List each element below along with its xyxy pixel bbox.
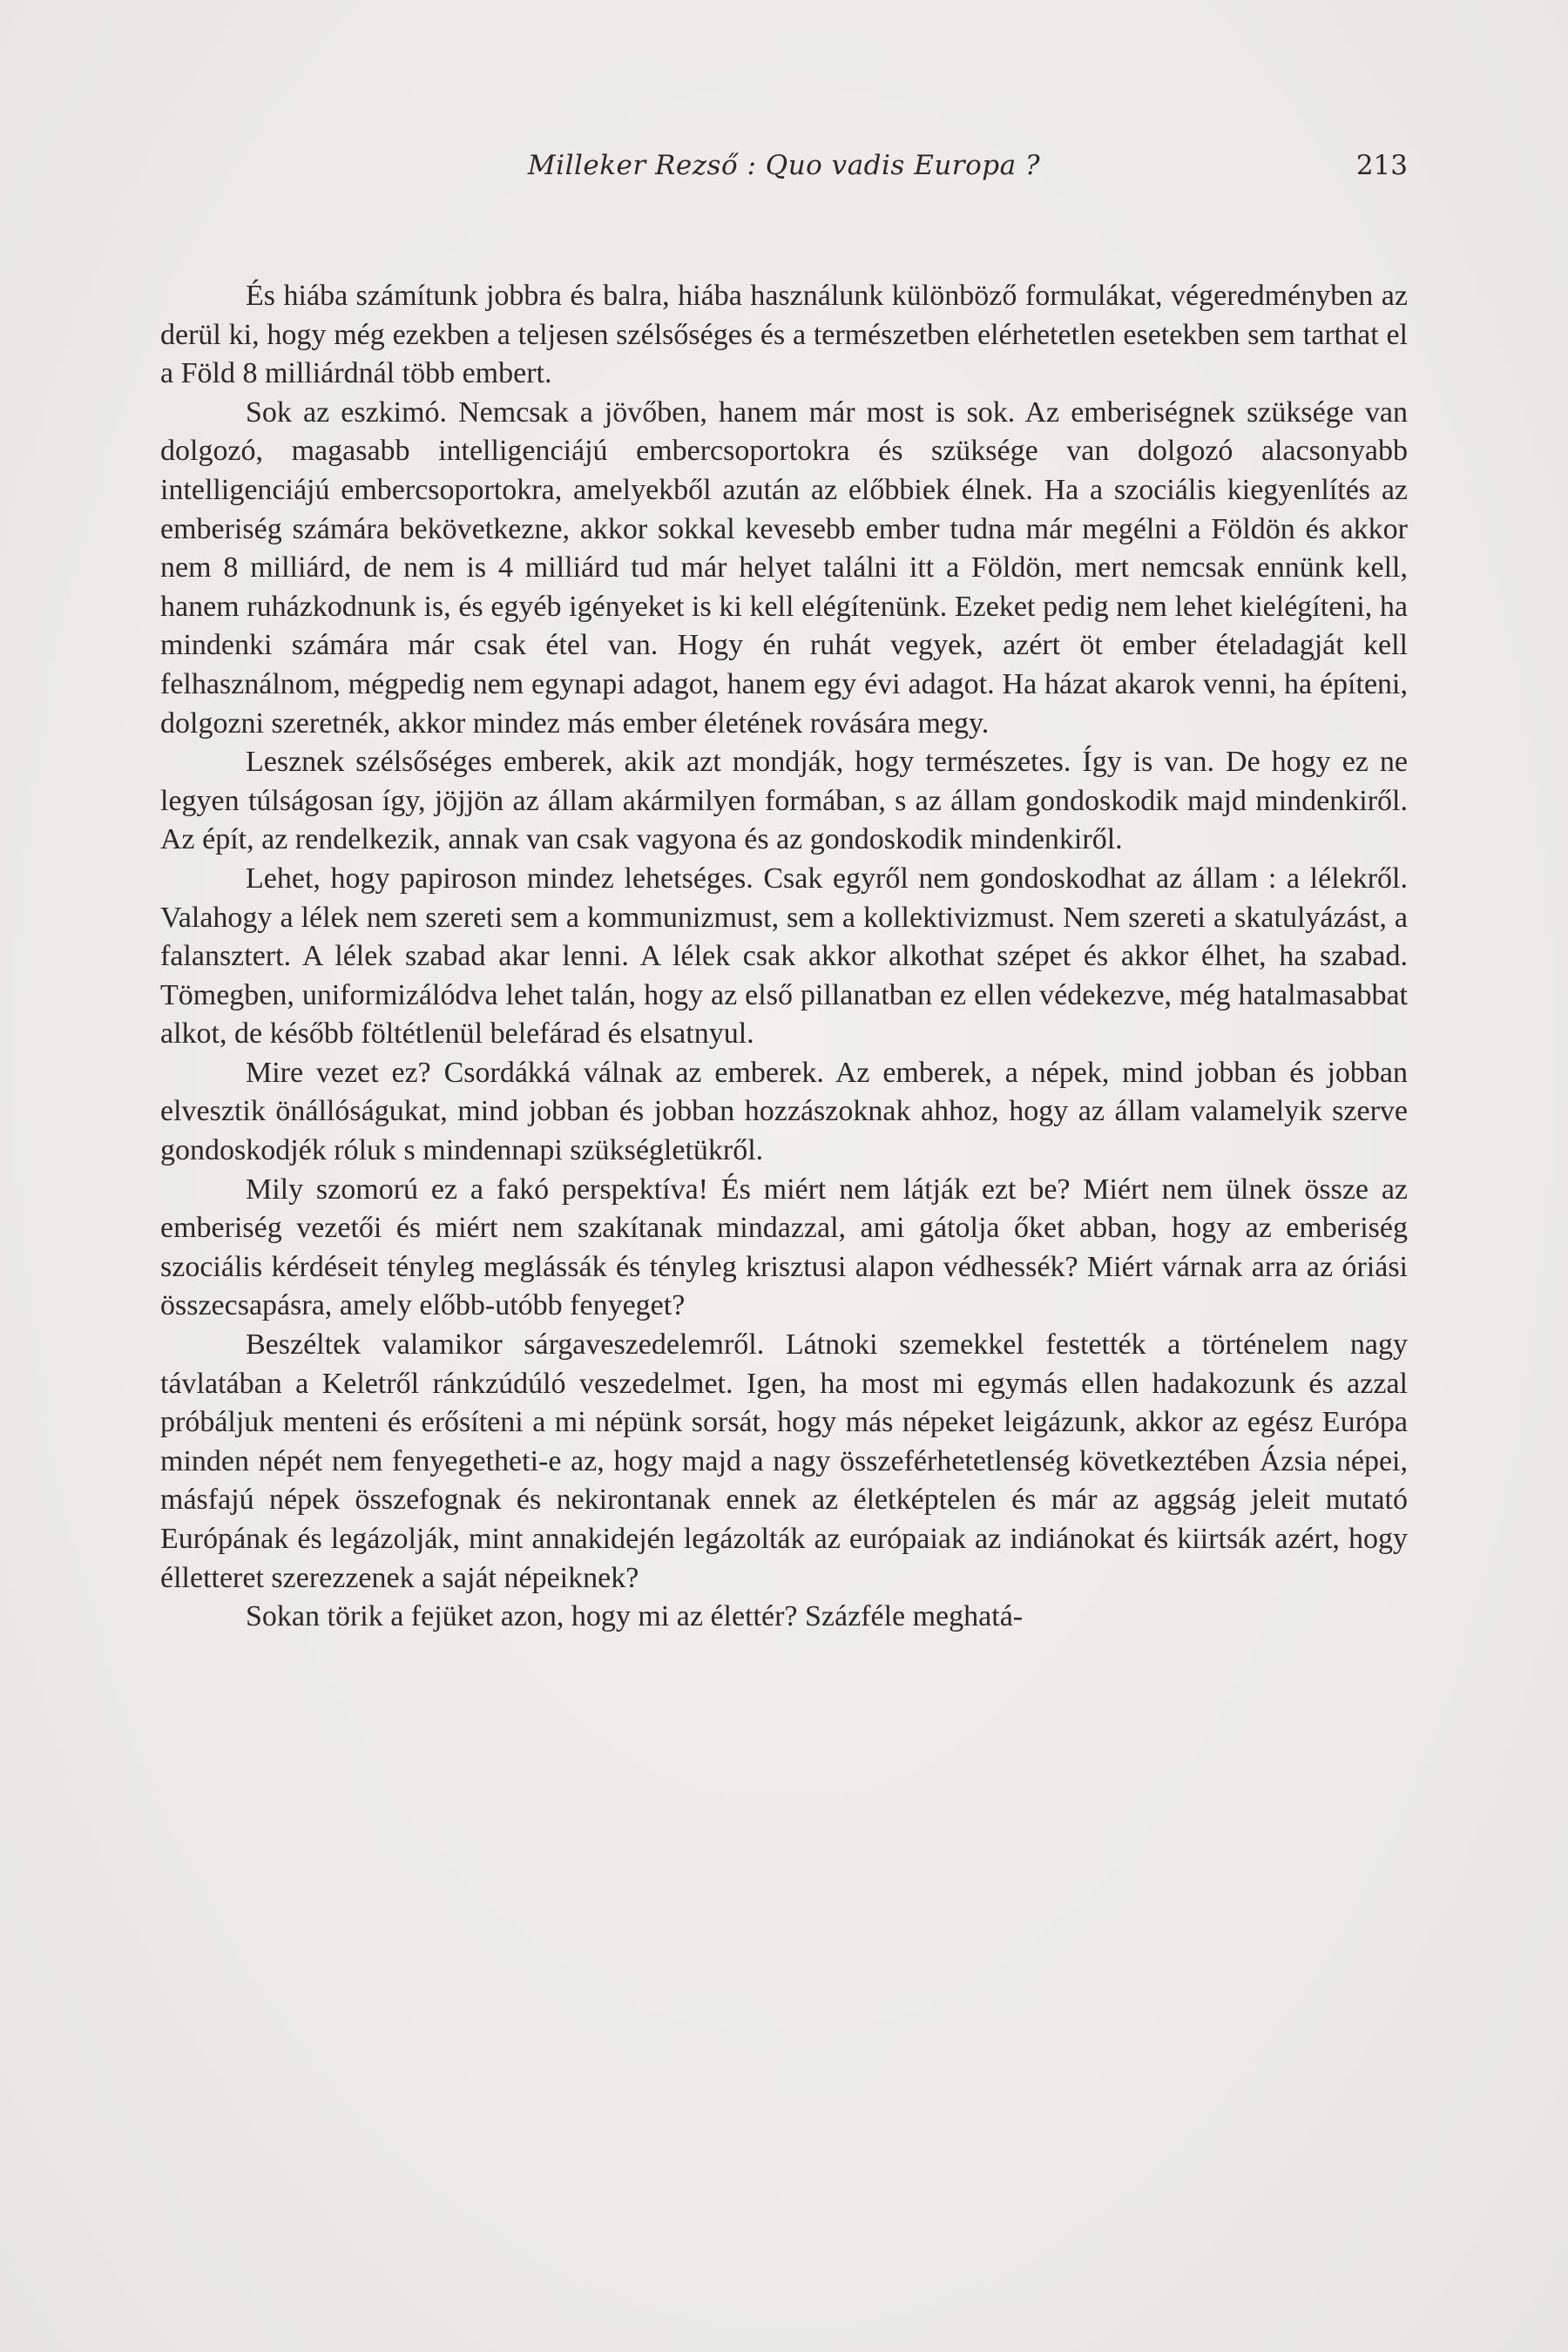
paragraph: Lehet, hogy papiroson mindez lehetséges. Csak egyről nem gondoskodhat az állam : a lélekről. Valahogy a lélek nem szereti sem a kommunizmust, sem a kollektivizmust. Nem szereti a skatulyázást, a falansztert. A lélek szabad akar lenni. A lélek csak akkor alkothat szépet és akkor élhet, ha szabad. Tömegben, uniformizálódva lehet talán, hogy az első pillanatban ez ellen védekezve, még hatalmasabbat alkot, de később föltétlenül belefárad és elsatnyul.	[160, 862, 1408, 1051]
paragraph: És hiába számítunk jobbra és balra, hiába használunk különböző formulákat, végeredményben az derül ki, hogy még ezekben a teljesen szélsőséges és a természetben elérhetetlen esetekben sem tarthat el a Föld 8 milliárdnál több embert.	[160, 280, 1408, 390]
running-head	[160, 150, 1408, 193]
page-number: 213	[1355, 150, 1408, 181]
paragraph: Mily szomorú ez a fakó perspektíva! És miért nem látják ezt be? Miért nem ülnek össze az emberiség vezetői és miért nem szakítanak mindazzal, ami gátolja őket abban, hogy az emberiség szociális kérdéseit tényleg meglássák és tényleg krisztusi alapon védhessék? Miért várnak arra az óriási összecsapásra, amely előbb-utóbb fenyeget?	[160, 1173, 1408, 1322]
body-text	[160, 277, 1408, 1637]
paragraph: Lesznek szélsőséges emberek, akik azt mondják, hogy természetes. Így is van. De hogy ez ne legyen túlságosan így, jöjjön az állam akármilyen formában, s az állam gondoskodik majd mindenkiről. Az épít, az rendelkezik, annak van csak vagyona és az gondoskodik mindenkiről.	[160, 746, 1408, 856]
paragraph: Mire vezet ez? Csordákká válnak az emberek. Az emberek, a népek, mind jobban és jobban elvesztik önállóságukat, mind jobban és jobban hozzászoknak ahhoz, hogy az állam valamelyik szerve gondoskodjék róluk s mindennapi szükségletükről.	[160, 1056, 1408, 1167]
paragraph: Beszéltek valamikor sárgaveszedelemről. Látnoki szemekkel festették a történelem nagy távlatában a Keletről ránkzúdúló veszedelmet. Igen, ha most mi egymás ellen hadakozunk és azzal próbáljuk menteni és erősíteni a mi népünk sorsát, hogy más népeket leigázunk, akkor az egész Európa minden népét nem fenyegetheti-e az, hogy majd a nagy összeférhetetlenség következtében Ázsia népei, másfajú népek összefognak és nekirontanak ennek az életképtelen és már az aggság jeleit mutató Európának és legázolják, mint annakidején legázolták az európaiak az indiánokat és kiirtsák azért, hogy élletteret szerezzenek a saját népeiknek?	[160, 1328, 1408, 1594]
paragraph: Sok az eszkimó. Nemcsak a jövőben, hanem már most is sok. Az emberiségnek szüksége van dolgozó, magasabb intelligenciájú embercsoportokra és szüksége van dolgozó alacsonyabb intelligenciájú embercsoportokra, amelyekből azután az előbbiek élnek. Ha a szociális kiegyenlítés az emberiség számára bekövetkezne, akkor sokkal kevesebb ember tudna már megélni a Földön és akkor nem 8 milliárd, de nem is 4 milliárd tud már helyet találni itt a Földön, mert nemcsak ennünk kell, hanem ruházkodnunk is, és egyéb igényeket is ki kell elégítenünk. Ezeket pedig nem lehet kielégíteni, ha mindenki számára már csak étel van. Hogy én ruhát vegyek, azért öt ember ételadagját kell felhasználnom, mégpedig nem egynapi adagot, hanem egy évi adagot. Ha házat akarok venni, ha építeni, dolgozni szeretnék, akkor mindez más ember életének rovására megy.	[160, 395, 1408, 740]
paragraph: Sokan törik a fejüket azon, hogy mi az élettér? Százféle meghatá-	[246, 1600, 1024, 1633]
running-title: Milleker Rezső : Quo vadis Europa ?	[527, 150, 1041, 181]
